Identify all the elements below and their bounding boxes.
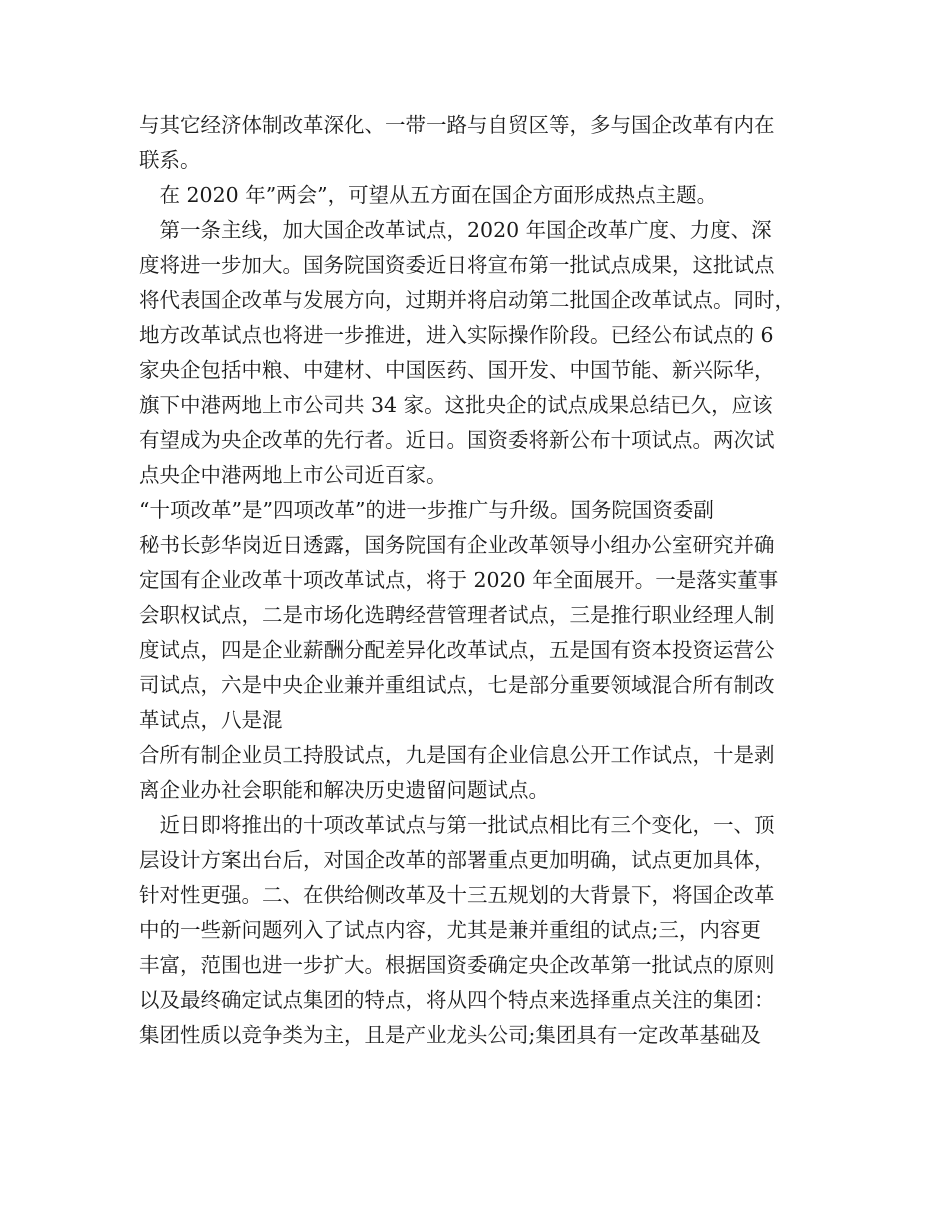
text-line: 离企业办社会职能和解决历史遗留问题试点。 [139,778,549,802]
text-line: 合所有制企业员工持股试点，九是国有企业信息公开工作试点，十是剥 [139,743,775,767]
text-line: 以及最终确定试点集团的特点，将从四个特点来选择重点关注的集团： [139,988,775,1012]
text-line: 家央企包括中粮、中建材、中国医药、国开发、中国节能、新兴际华， [139,358,775,382]
text-line: 有望成为央企改革的先行者。近日。国资委将新公布十项试点。两次试 [139,428,775,452]
text-line: 集团性质以竞争类为主，且是产业龙头公司;集团具有一定改革基础及 [139,1023,761,1047]
text-line: 层设计方案出台后，对国企改革的部署重点更加明确，试点更加具体， [139,848,775,872]
text-line: 第一条主线，加大国企改革试点，2020 年国企改革广度、力度、深 [139,218,772,242]
text-line: “十项改革”是”四项改革”的进一步推广与升级。国务院国资委副 [139,498,714,522]
text-line: 定国有企业改革十项改革试点，将于 2020 年全面展开。一是落实董事 [139,568,779,592]
paragraph [139,213,829,493]
paragraph [139,493,829,738]
paragraph [139,738,829,808]
text-line: 旗下中港两地上市公司共 34 家。这批央企的试点成果总结已久，应该 [139,393,773,417]
text-line: 司试点，六是中央企业兼并重组试点，七是部分重要领域混合所有制改 [139,673,775,697]
text-line: 秘书长彭华岗近日透露，国务院国有企业改革领导小组办公室研究并确 [139,533,775,557]
text-line: 丰富，范围也进一步扩大。根据国资委确定央企改革第一批试点的原则 [139,953,775,977]
paragraph [139,808,829,1053]
text-line: 近日即将推出的十项改革试点与第一批试点相比有三个变化，一、顶 [139,813,775,837]
text-line: 地方改革试点也将进一步推进，进入实际操作阶段。已经公布试点的 6 [139,323,774,347]
text-line: 与其它经济体制改革深化、一带一路与自贸区等，多与国企改革有内在 [139,113,775,137]
text-line: 将代表国企改革与发展方向，过期并将启动第二批国企改革试点。同时， [139,288,795,312]
text-line: 在 2020 年”两会”，可望从五方面在国企方面形成热点主题。 [139,183,718,207]
text-line: 联系。 [139,148,201,172]
text-line: 度将进一步加大。国务院国资委近日将宣布第一批试点成果，这批试点 [139,253,775,277]
paragraph [139,178,829,213]
text-line: 中的一些新问题列入了试点内容，尤其是兼并重组的试点;三，内容更 [139,918,761,942]
text-line: 革试点，八是混 [139,708,283,732]
text-line: 点央企中港两地上市公司近百家。 [139,463,447,487]
text-line: 度试点，四是企业薪酬分配差异化改革试点，五是国有资本投资运营公 [139,638,775,662]
text-line: 针对性更强。二、在供给侧改革及十三五规划的大背景下，将国企改革 [139,883,775,907]
paragraph [139,108,829,178]
document-body [139,108,829,1053]
text-line: 会职权试点，二是市场化选聘经营管理者试点，三是推行职业经理人制 [139,603,775,627]
